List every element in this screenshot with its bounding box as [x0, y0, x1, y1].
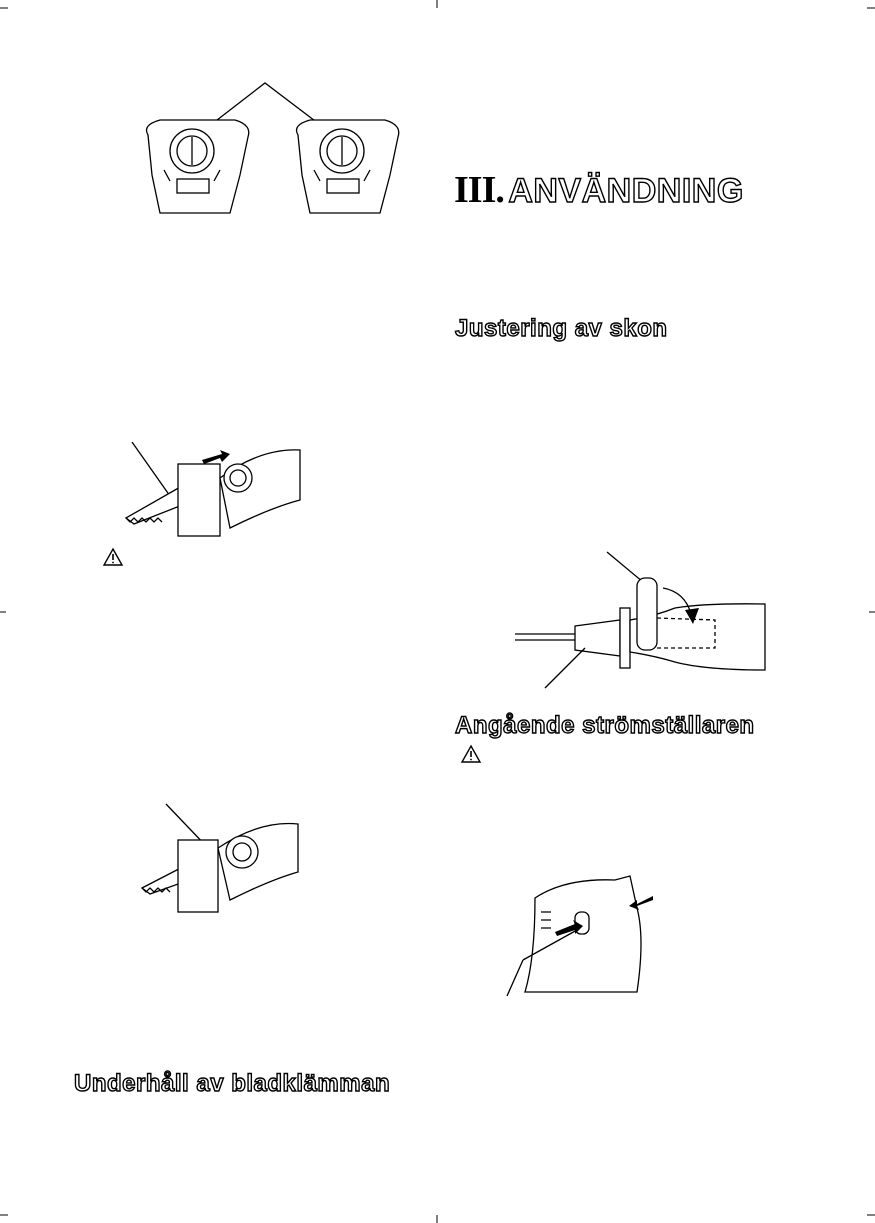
- blade-insertion-figure: [120, 438, 320, 558]
- switch-handle-figure: [505, 868, 675, 998]
- section-heading: [454, 168, 744, 212]
- warning-triangle-icon: [103, 548, 123, 566]
- heading-switch: Angående strömställaren: [455, 712, 755, 739]
- shoe-lever-figure: [515, 548, 775, 688]
- heading-shoe-adjustment: Justering av skon: [455, 315, 668, 342]
- blade-clamp-figure: [130, 800, 330, 920]
- section-title: ANVÄNDNING: [508, 172, 744, 210]
- warning-triangle-icon: [461, 745, 481, 763]
- heading-blade-clamp-maintenance: Underhåll av bladklämman: [74, 1070, 391, 1097]
- blade-holder-orientation-figure: [130, 75, 390, 215]
- section-roman-numeral: III.: [454, 169, 504, 211]
